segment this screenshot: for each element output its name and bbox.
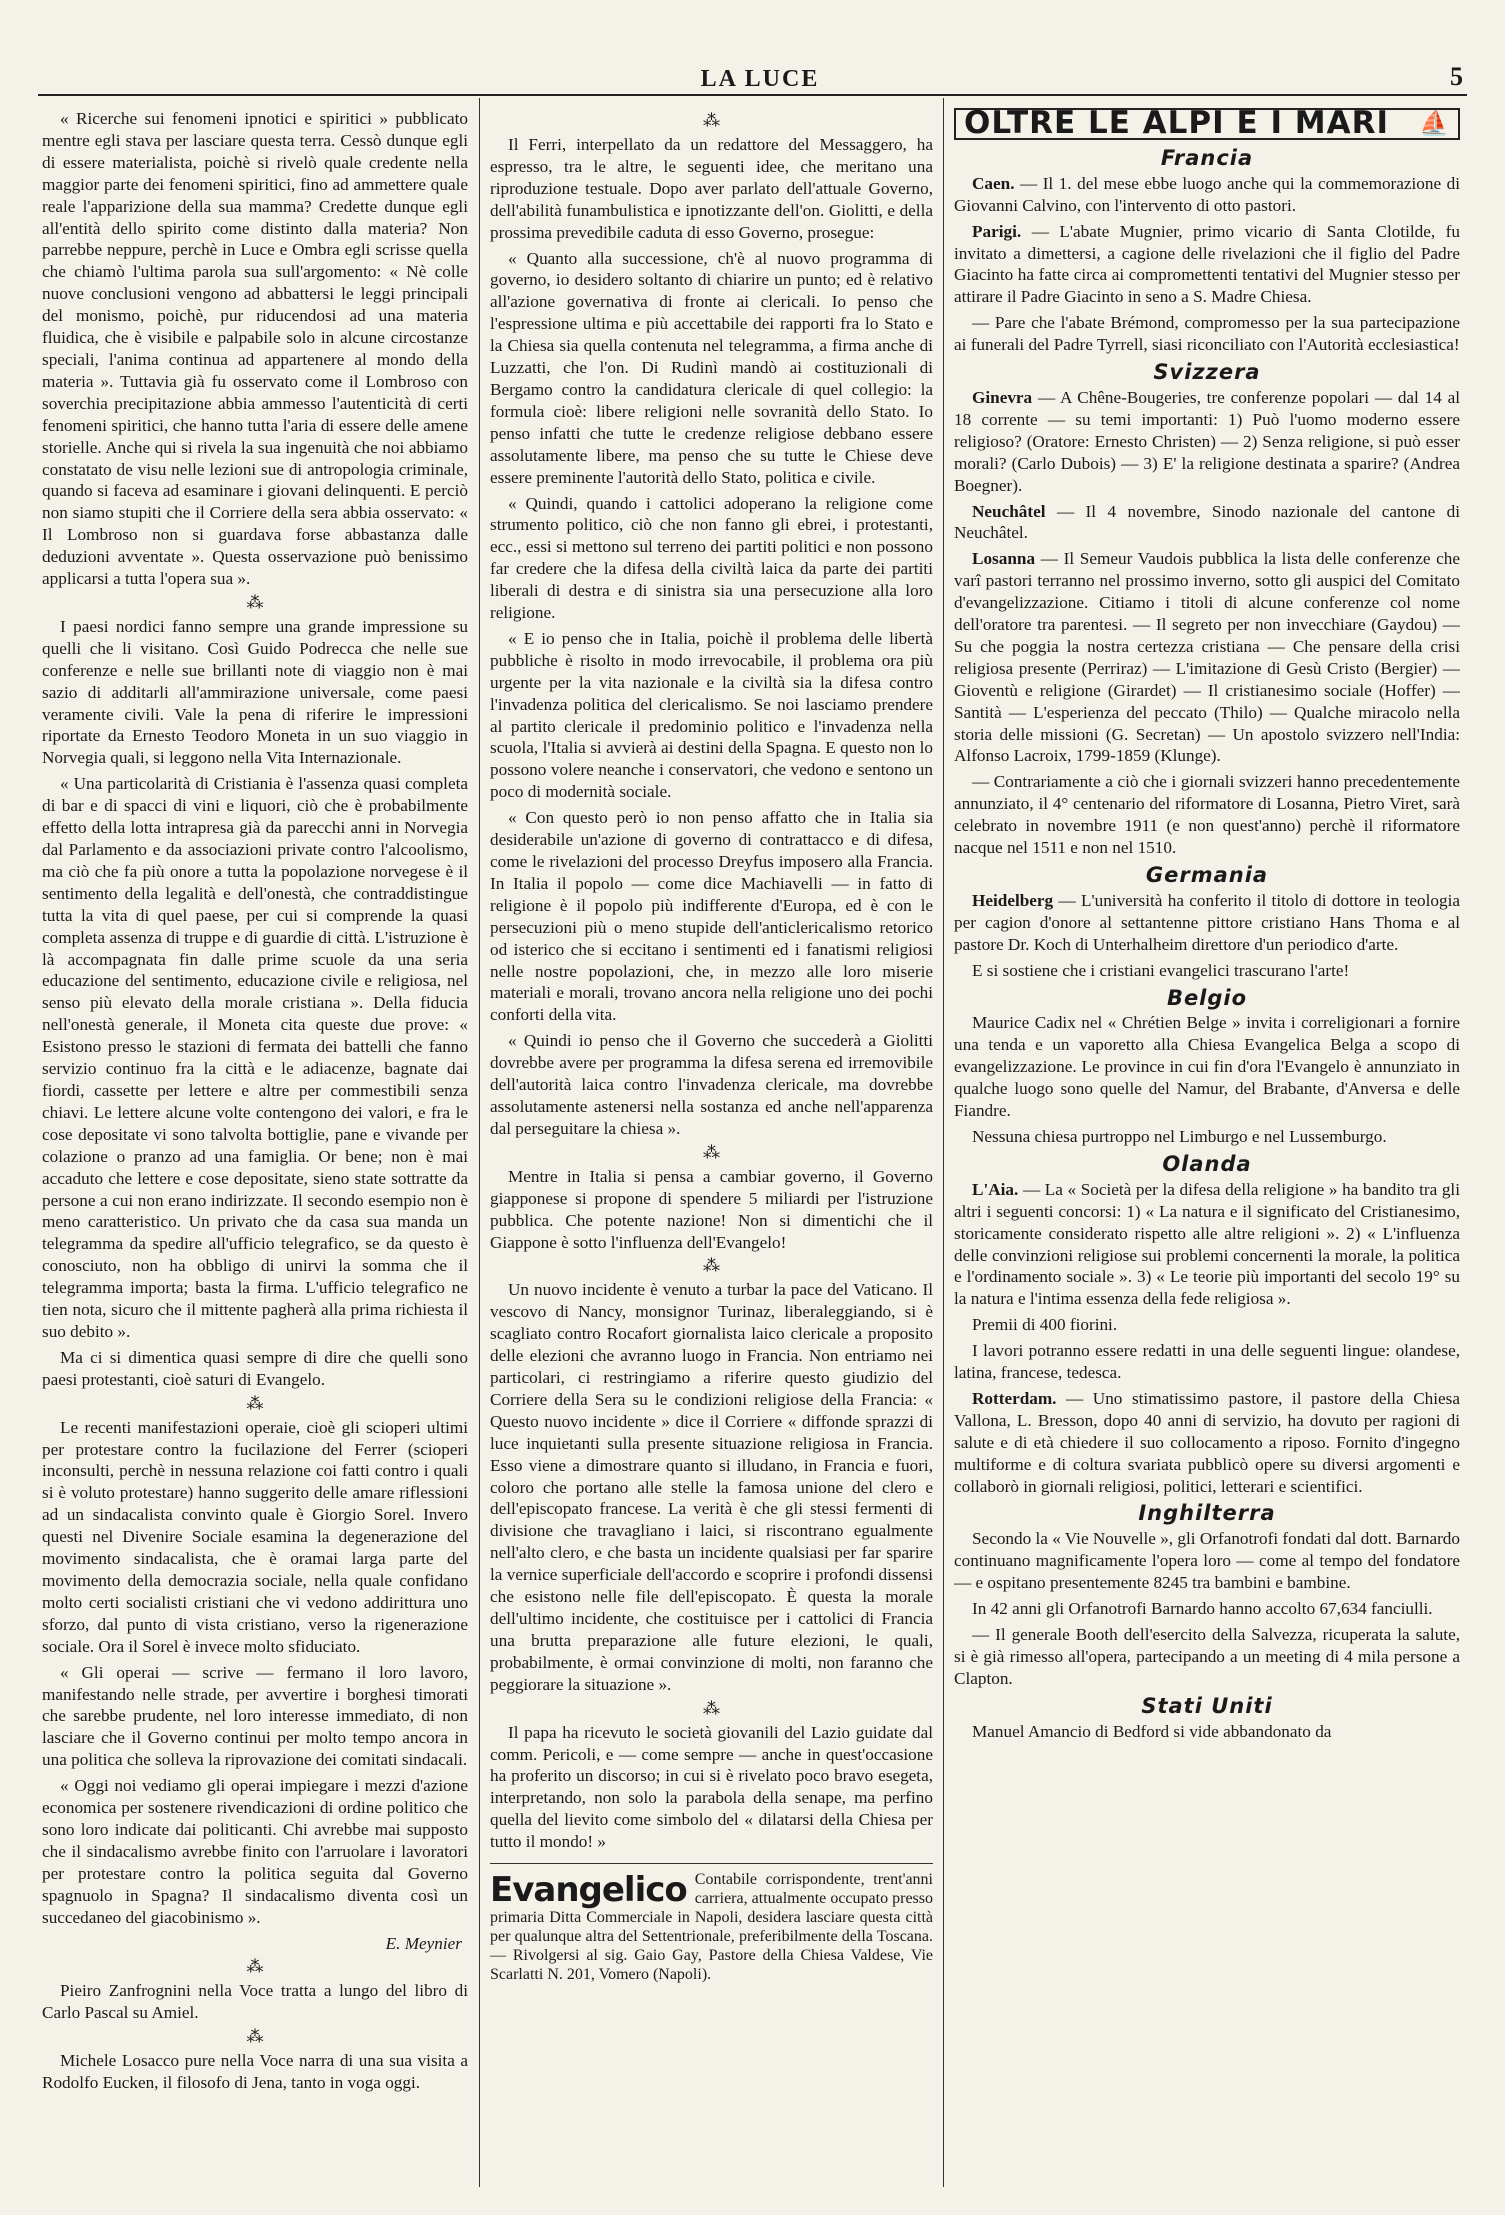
- place-name: Rotterdam.: [972, 1388, 1057, 1408]
- news-item: [954, 387, 1460, 497]
- column-divider: [479, 98, 480, 2187]
- section-separator: ⁂: [246, 2027, 264, 2047]
- ad-brand: Evangelico: [490, 1870, 687, 1911]
- country-heading-germania: Germania: [1145, 863, 1269, 887]
- page-number: 5: [1450, 62, 1463, 91]
- article-paragraph: « Una particolarità di Cristiania è l'assenza quasi completa di bar e di spacci di vini e liquori, ciò che è probabilmente effetto della lotta intrapresa già da parecchi anni in Norvegia dal Parlamento e da associazioni private contro l'alcoolismo, ma ciò che fa più onore a tutta la popolazione norvegese è il sentimento della legalità e dell'onestà, che contraddistingue tutta la vita di quel paese, per cui si comprende la quasi completa assenza di truppe e di guardie di città. L'istruzione è là accompagnata fin dalle prime scuole da una seria educazione del sentimento, educazione civile e religiosa, nel senso più elevato della morale cristiana ». Della fiducia nell'onestà generale, il Moneta cita queste due prove: « Esistono presso le stazioni di fermata dei battelli che fanno servizio continuo fra la città e le adiacenze, bagnate dai fiordi, cassette per lettere e altre per commestibili senza chiavi. Le lettere alcune volte contengono dei valori, e fra le cose depositate vi sono talvolta bottiglie, pane e vivande per colazione o pranzo ad una famiglia. Or bene; non è mai accaduto che lettere e cose depositate, sieno state sottratte da persone a cui non erano indirizzate. Il secondo esempio non è meno caratteristico. Un privato che da casa sua manda un telegramma da spedire all'ufficio telegrafico, se da questo è conosciuto, non ha obbligo di unirvi la somma che il telegramma importa; basta la firma. L'ufficio telegrafico ne tien nota, sicuro che il mittente pagherà alla prima richiesta il suo debito ».: [42, 774, 468, 1341]
- news-item: Secondo la « Vie Nouvelle », gli Orfanotrofi fondati dal dott. Barnardo continuano magnificamente l'opera loro — come al tempo del fondatore — e ospitano presentemente 8245 tra bambini e bambine.: [954, 1529, 1460, 1593]
- news-item: I lavori potranno essere redatti in una delle seguenti lingue: olandese, latina, francese, tedesca.: [954, 1341, 1460, 1383]
- place-name: Parigi.: [972, 221, 1022, 241]
- section-separator: ⁂: [246, 592, 264, 612]
- news-text: — La « Società per la difesa della religione » ha bandito tra gli altri i seguenti concorsi: 1) « La natura e il significato del Cristianesimo, storicamente considerato rispetto alle altre religioni ». 2) « L'influenza delle convinzioni religiose sui problemi concernenti la morale, la politica e l'ordinamento sociale ». 3) « Le teorie più importanti del secolo 19° su la natura e l'intima essenza della fede religiosa ».: [954, 1179, 1460, 1309]
- news-item: [954, 221, 1460, 309]
- article-paragraph: « E io penso che in Italia, poichè il problema delle libertà pubbliche è risolto in modo irrevocabile, il problema ora più urgente per la vita nazionale e la civiltà sia la difesa contro l'invadenza politica del clericalismo. Se noi lasciamo prendere al partito clericale il predominio politico e l'invadenza nella scuola, l'Italia si avvierà ai destini della Spagna. E questo non lo possono volere neanche i conservatori, che vedono e sentono un poco di modernità sociale.: [490, 628, 933, 802]
- ad-text: Contabile corrispondente, trent'anni carriera, attualmente occupato presso primaria Ditta Commerciale in Napoli, desidera lasciare questa città per qualunque altra del Settentrionale, preferibilmente della Toscana. — Rivolgersi al sig. Gaio Gay, Pastore della Chiesa Valdese, Vie Scarlatti N. 201, Vomero (Napoli).: [490, 1871, 933, 1984]
- news-text: — A Chêne-Bougeries, tre conferenze popolari — dal 14 al 18 corrente — su temi importanti: 1) Può l'uomo moderno essere religioso? (Oratore: Ernesto Christen) — 2) Senza religione, si può esser morali? (Carlo Dubois) — 3) E' la religione destinata a sparire? (Andrea Boegner).: [954, 387, 1460, 495]
- article-paragraph: Mentre in Italia si pensa a cambiar governo, il Governo giapponese si propone di spendere 5 miliardi per l'istruzione pubblica. Che potente nazione! Non si dimentichi che il Giappone è sotto l'influenza dell'Evangelo!: [490, 1166, 933, 1252]
- news-item: Nessuna chiesa purtroppo nel Limburgo e nel Lussemburgo.: [972, 1126, 1387, 1146]
- section-heading: [954, 108, 1460, 140]
- column-2: [490, 108, 933, 2187]
- news-item: Maurice Cadix nel « Chrétien Belge » invita i correligionari a fornire una tenda e un vaporetto alla Chiesa Evangelica Belga a scopo di evangelizzazione. Le province in cui fin d'ora l'Evangelo è annunziato in qualche luogo sono quelle del Namur, del Brabante, d'Anversa e delle Fiandre.: [954, 1013, 1460, 1121]
- article-paragraph: « Oggi noi vediamo gli operai impiegare i mezzi d'azione economica per sostenere rivendicazioni di ordine politico che sono loro indicate dai politicanti. Chi avrebbe mai supposto che il sindacalismo avrebbe finito con l'arruolare i lavoratori per protestare contro la politica seguita dal Governo spagnuolo in Spagna? Il sindacalismo diventa così un succedaneo del giacobinismo ».: [42, 1776, 468, 1927]
- country-heading-belgio: Belgio: [1166, 985, 1248, 1010]
- news-text: — Il Semeur Vaudois pubblica la lista delle conferenze che varî pastori terranno nel prossimo inverno, sotto gli auspici del Comitato d'evangelizzazione. Citiamo i titoli di alcune conferenze col nome dell'oratore tra parentesi. — Il segreto per non invecchiare (Gaydou) — Su che poggia la nostra certezza cristiana — Che pensare della crisi religiosa presente (Perriraz) — L'imitazione di Gesù Cristo (Bergier) — Gioventù e religione (Girardet) — Il cristianesimo sociale (Hoffer) — Santità — L'esperienza del peccato (Thilo) — Qualche miracolo nella storia delle missioni (G. Secretan) — Un apostolo svizzero nell'India: Alfonso Lacroix, 1799-1859 (Klunge).: [954, 549, 1460, 766]
- article-paragraph: « Ricerche sui fenomeni ipnotici e spiritici » pubblicato mentre egli stava per lasciare questa terra. Cessò dunque egli di essere materialista, poichè si rivelò quale credente nella maggior parte dei fenomeni spiritici, fino ad ammettere quale reale l'apparizione della sua mamma? Credette dunque egli all'entità dello spirito come distinto dalla materia? Non parrebbe neppure, perchè in Luce e Ombra egli scrisse quella che chiamò l'ultima parola sua sull'argomento: « Nè colle nuove conclusioni vengono ad abbattersi le leggi principali del monismo, poichè, pur riducendosi ad una materia fluidica, che è visibile e palpabile solo in alcune circostanze speciali, l'anima continua ad appartenere al mondo della materia ». Tuttavia già fu osservato come il Lombroso con soverchia precipitazione abbia ammesso l'autenticità di certi fenomeni spiritici, che hanno tutta l'aria di essere delle amene storielle. Anche qui si rivela la sua ingenuità che noi abbiamo constatato de visu nelle lezioni sue di antropologia criminale, quando si faceva ad esaminare i giovani delinquenti. E perciò non siamo stupiti che il Corriere della sera abbia osservato: « Il Lombroso non si guardava forse abbastanza dalle deduzioni avventate ». Questa osservazione può benissimo applicarsi a tutta l'opera sua ».: [42, 109, 468, 589]
- news-item: In 42 anni gli Orfanotrofi Barnardo hanno accolto 67,634 fanciulli.: [972, 1599, 1433, 1619]
- column-1: [42, 108, 468, 2187]
- place-name: Ginevra: [972, 387, 1033, 407]
- place-name: Neuchâtel: [972, 501, 1046, 521]
- country-heading-inghilterra: Inghilterra: [1138, 1501, 1276, 1526]
- news-item: — Contrariamente a ciò che i giornali svizzeri hanno precedentemente annunziato, il 4° centenario del riformatore di Losanna, Pietro Viret, sarà celebrato in novembre 1911 (e non quest'anno) perchè il riformatore nacque nel 1511 e non nel 1510.: [954, 772, 1460, 858]
- column-divider: [943, 98, 944, 2187]
- section-separator: ⁂: [703, 111, 720, 130]
- header-rule: [38, 94, 1467, 96]
- news-item: — Pare che l'abate Brémond, compromesso per la sua partecipazione ai funerali del Padre Tyrrell, siasi riconciliato con l'Autorità ecclesiastica!: [954, 313, 1460, 355]
- author-signature: E. Meynier: [385, 1933, 462, 1953]
- article-paragraph: Il papa ha ricevuto le società giovanili del Lazio guidate dal comm. Pericoli, e — come sempre — anche in quest'occasione ha proferito un discorso; in cui si è rivelato poco bravo esegeta, interpretando, non solo la parabola della senape, ma perfino quella del lievito come simbolo del « dilatarsi della Chiesa per tutto il mondo! »: [490, 1722, 933, 1852]
- news-text: — Il 4 novembre, Sinodo nazionale del cantone di Neuchâtel.: [954, 501, 1460, 543]
- article-paragraph: « Quindi, quando i cattolici adoperano la religione come strumento politico, ciò che non fanno gli ebrei, i protestanti, ecc., essi si mettono sul terreno dei partiti politici e non possono far credere che la difesa della civiltà laica da parte dei partiti liberali di destra e di sinistra sia una persecuzione alla loro religione.: [490, 493, 933, 623]
- article-paragraph: Le recenti manifestazioni operaie, cioè gli scioperi ultimi per protestare contro la fucilazione del Ferrer (scioperi inconsulti, perchè in nessuna relazione coi fatti contro i quali si è voluto protestare) hanno suggerito delle amare riflessioni ad un sindacalista convinto quale è Giorgio Sorel. Invero questi nel Divenire Sociale esamina la degenerazione del movimento sindacalista, che è oramai larga parte del movimento della democrazia sociale, nella quale confidano molto certi socialisti cristiani che vi vedono addirittura uno sforzo, dal punto di vista cristiano, verso la rigenerazione sociale. Ora il Sorel è invece molto sfiduciato.: [42, 1417, 468, 1656]
- section-title: OLTRE LE ALPI E I MARI: [964, 108, 1390, 141]
- news-text: — L'abate Mugnier, primo vicario di Santa Clotilde, fu invitato a dimettersi, a cagione delle rivelazioni che il figlio del Padre Giacinto ha fatte circa ai compromettenti tentativi del Mugnier stesso per attirare il Padre Giacinto in seno a S. Madre Chiesa.: [954, 221, 1460, 307]
- ship-icon: ⛵: [1419, 109, 1450, 137]
- news-item: Manuel Amancio di Bedford si vide abbandonato da: [972, 1721, 1332, 1741]
- news-text: — Uno stimatissimo pastore, il pastore della Chiesa Vallona, L. Bresson, dopo 40 anni di servizio, ha dovuto per ragioni di salute e di età chiedere il suo collocamento a riposo. Fornito d'ingegno multiforme e di coltura svariata pubblicò opere su diversi argomenti e collaborò in giornali religiosi, politici, letterari e scientifici.: [954, 1388, 1460, 1496]
- country-heading-svizzera: Svizzera: [1153, 360, 1261, 385]
- news-item: — Il generale Booth dell'esercito della Salvezza, ricuperata la salute, si è già rimesso all'opera, partecipando a un meeting di 4 mila persone a Clapton.: [954, 1625, 1460, 1688]
- country-heading-francia: Francia: [1160, 145, 1254, 170]
- news-item: [954, 1179, 1460, 1310]
- country-heading-olanda: Olanda: [1162, 1151, 1252, 1176]
- place-name: Heidelberg: [972, 890, 1054, 910]
- place-name: Caen.: [972, 173, 1015, 193]
- news-text: — L'università ha conferito il titolo di dottore in teologia per cagion d'onore al settantenne pittore cristiano Hans Thoma e al pastore Dr. Koch di Unterhalheim direttore d'un periodico d'arte.: [954, 890, 1460, 954]
- section-separator: ⁂: [246, 1393, 264, 1413]
- section-separator: ⁂: [703, 1142, 720, 1162]
- column-3: [954, 108, 1460, 2187]
- article-paragraph: Ma ci si dimentica quasi sempre di dire che quelli sono paesi protestanti, cioè saturi di Evangelo.: [42, 1347, 468, 1389]
- classified-ad: [490, 1863, 933, 1984]
- section-separator: ⁂: [703, 1698, 720, 1718]
- news-item: [954, 548, 1460, 767]
- news-item: [954, 1388, 1460, 1498]
- section-separator: ⁂: [703, 1256, 720, 1276]
- article-paragraph: I paesi nordici fanno sempre una grande impressione su quelli che li visitano. Così Guido Podrecca che nelle sue conferenze e nelle sue brillanti note di viaggio non è mai sazio di additarli all'ammirazione universale, come paesi veramente civili. Vale la pena di riferire le impressioni riportate da Ernesto Teodoro Moneta in un suo viaggio in Norvegia quali, si leggono nella Vita Internazionale.: [42, 616, 468, 768]
- place-name: L'Aia.: [972, 1179, 1019, 1199]
- country-heading-stati-uniti: Stati Uniti: [1141, 1693, 1273, 1718]
- article-paragraph: « Gli operai — scrive — fermano il loro lavoro, manifestando nelle strade, per avvertire i borghesi timorati che sarebbe prudente, nel loro interesse immediato, di non lasciare che il Governo continui per molto tempo ancora in una politica che solleva la riprovazione dei comitati sindacali.: [42, 1662, 468, 1770]
- article-paragraph: Pieiro Zanfrognini nella Voce tratta a lungo del libro di Carlo Pascal su Amiel.: [42, 1981, 468, 2023]
- article-paragraph: « Con questo però io non penso affatto che in Italia sia desiderabile un'azione di governo di contrattacco e di difesa, come le rivelazioni del processo Dreyfus imposero alla Francia. In Italia il popolo — come dice Machiavelli — in fatto di religione è il popolo più indifferente d'Europa, ed è con le persecuzioni più o meno stupide dell'anticlericalismo retorico od isterico che si eccitano i sentimenti ed i fanatismi religiosi nelle nostre popolazioni, che, in mezzo alle loro miserie materiali e morali, trovano ancora nella religione uno dei pochi conforti della vita.: [490, 808, 933, 1025]
- article-paragraph: « Quanto alla successione, ch'è al nuovo programma di governo, io desidero soltanto di chiarire un punto; ed è relativo all'azione governativa di fronte ai clericali. Io penso che l'espressione ultima e più accettabile dei rapporti fra lo Stato e la Chiesa sia quella contenuta nel telegramma, a firma anche di Luzzatti, che l'on. Di Rudinì mandò ai costituzionali di Bergamo contro la candidatura clericale di quel collegio: la formula cioè: libere religioni nelle sovranità dello Stato. Io penso infatti che tutte le credenze religiose debbano essere assolutamente libere, ma penso che su tutte le Chiese deve essere preminente l'autorità dello Stato, politica e civile.: [490, 248, 933, 487]
- article-paragraph: « Quindi io penso che il Governo che succederà a Giolitti dovrebbe avere per programma la difesa serena ed irremovibile dell'autorità laica contro l'invadenza clericale, ma dovrebbe assolutamente astenersi nella sostanza ed anche nell'apparenza dal perseguitare la chiesa ».: [490, 1031, 933, 1138]
- article-paragraph: Un nuovo incidente è venuto a turbar la pace del Vaticano. Il vescovo di Nancy, monsignor Turinaz, liberaleggiando, si è scagliato contro Rocafort giornalista laico clericale a proposito delle elezioni che avranno luogo in Francia. Non entriamo nei particolari, ci restringiamo a riferire questo giudizio del Corriere della Sera su le condizioni religiose della Francia: « Questo nuovo incidente » dice il Corriere « diffonde sprazzi di luce inquietanti sulla presente situazione religiosa in Francia. Esso viene a dimostrare quanto si illudano, in Francia e fuori, coloro che portano alle stelle la famosa unione del clero e dell'episcopato francese. La verità è che gli stessi fermenti di divisione che travagliano i laici, si riscontrano egualmente nell'alto clero, e che basta un incidente qualsiasi per far sparire la vernice superficiale dell'accordo e scoprire i profondi dissensi che esistono nelle file dell'episcopato. È questa la morale dell'ultimo incidente, che costituisce per i cattolici di Francia una brutta preparazione alle future elezioni, le quali, probabilmente, è ormai convinzione di molti, non faranno che peggiorare la situazione ».: [490, 1280, 933, 1694]
- news-item: [954, 501, 1460, 545]
- news-item: [954, 890, 1460, 956]
- news-item: E si sostiene che i cristiani evangelici trascurano l'arte!: [972, 960, 1350, 980]
- section-separator: ⁂: [246, 1957, 264, 1977]
- place-name: Losanna: [972, 549, 1036, 569]
- news-text: — Il 1. del mese ebbe luogo anche qui la commemorazione di Giovanni Calvino, con l'intervento di otto pastori.: [954, 173, 1460, 215]
- news-item: [954, 173, 1460, 217]
- masthead-title: LA LUCE: [700, 66, 820, 92]
- news-item: Premii di 400 fiorini.: [972, 1315, 1118, 1335]
- article-paragraph: Michele Losacco pure nella Voce narra di una sua visita a Rodolfo Eucken, il filosofo di Jena, tanto in voga oggi.: [42, 2051, 468, 2093]
- article-paragraph: Il Ferri, interpellato da un redattore del Messaggero, ha espresso, tra le altre, le seguenti idee, che meritano una riproduzione testuale. Dopo aver parlato dell'attuale Governo, dell'abilità funambulistica e ipnotizzante dell'on. Giolitti, e della prossima prevedibile caduta di esso Governo, prosegue:: [490, 135, 933, 242]
